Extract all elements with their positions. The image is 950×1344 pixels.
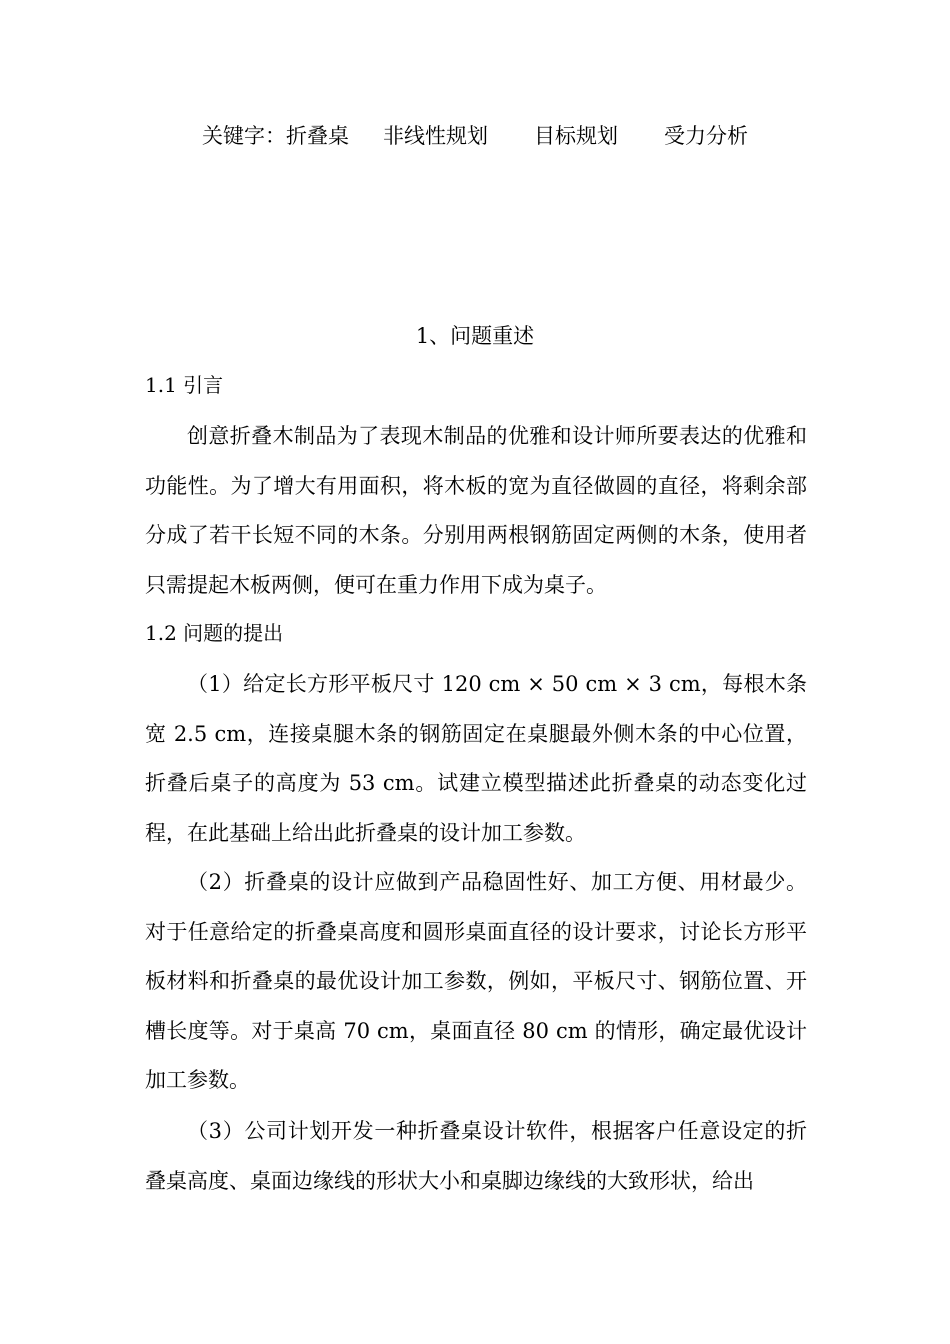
paragraph: （2）折叠桌的设计应做到产品稳固性好、加工方便、用材最少。对于任意给定的折叠桌高度和圆形桌面直径的设计要求，讨论长方形平板材料和折叠桌的最优设计加工参数，例如，平板尺寸、钢筋位置、开槽长度等。对于桌高 70 cm，桌面直径 80 cm 的情形，确定最优设计加工参数。 <box>145 870 807 1092</box>
paragraph: （3）公司计划开发一种折叠桌设计软件，根据客户任意设定的折叠桌高度、桌面边缘线的形状大小和桌脚边缘线的大致形状，给出 <box>145 1119 807 1193</box>
keyword-item: 目标规划 <box>534 124 618 148</box>
keywords-label: 关键字： <box>202 124 286 148</box>
subsection-heading: 1.1 引言 <box>145 373 224 397</box>
section-title: 1、问题重述 <box>415 324 535 348</box>
keyword-item: 折叠桌 <box>286 124 349 148</box>
paragraph: （1）给定长方形平板尺寸 120 cm × 50 cm × 3 cm，每根木条宽 2.5 cm，连接桌腿木条的钢筋固定在桌腿最外侧木条的中心位置，折叠后桌子的高度为 53 cm。试建立模型描述此折叠桌的动态变化过程，在此基础上给出此折叠桌的设计加工参数。 <box>145 672 807 845</box>
keyword-item: 非线性规划 <box>383 124 488 148</box>
keyword-item: 受力分析 <box>664 124 748 148</box>
subsection-heading: 1.2 问题的提出 <box>145 621 284 645</box>
paragraph: 创意折叠木制品为了表现木制品的优雅和设计师所要表达的优雅和功能性。为了增大有用面积，将木板的宽为直径做圆的直径，将剩余部分成了若干长短不同的木条。分别用两根钢筋固定两侧的木条，使用者只需提起木板两侧，便可在重力作用下成为桌子。 <box>145 424 807 597</box>
keywords-line <box>0 118 950 154</box>
